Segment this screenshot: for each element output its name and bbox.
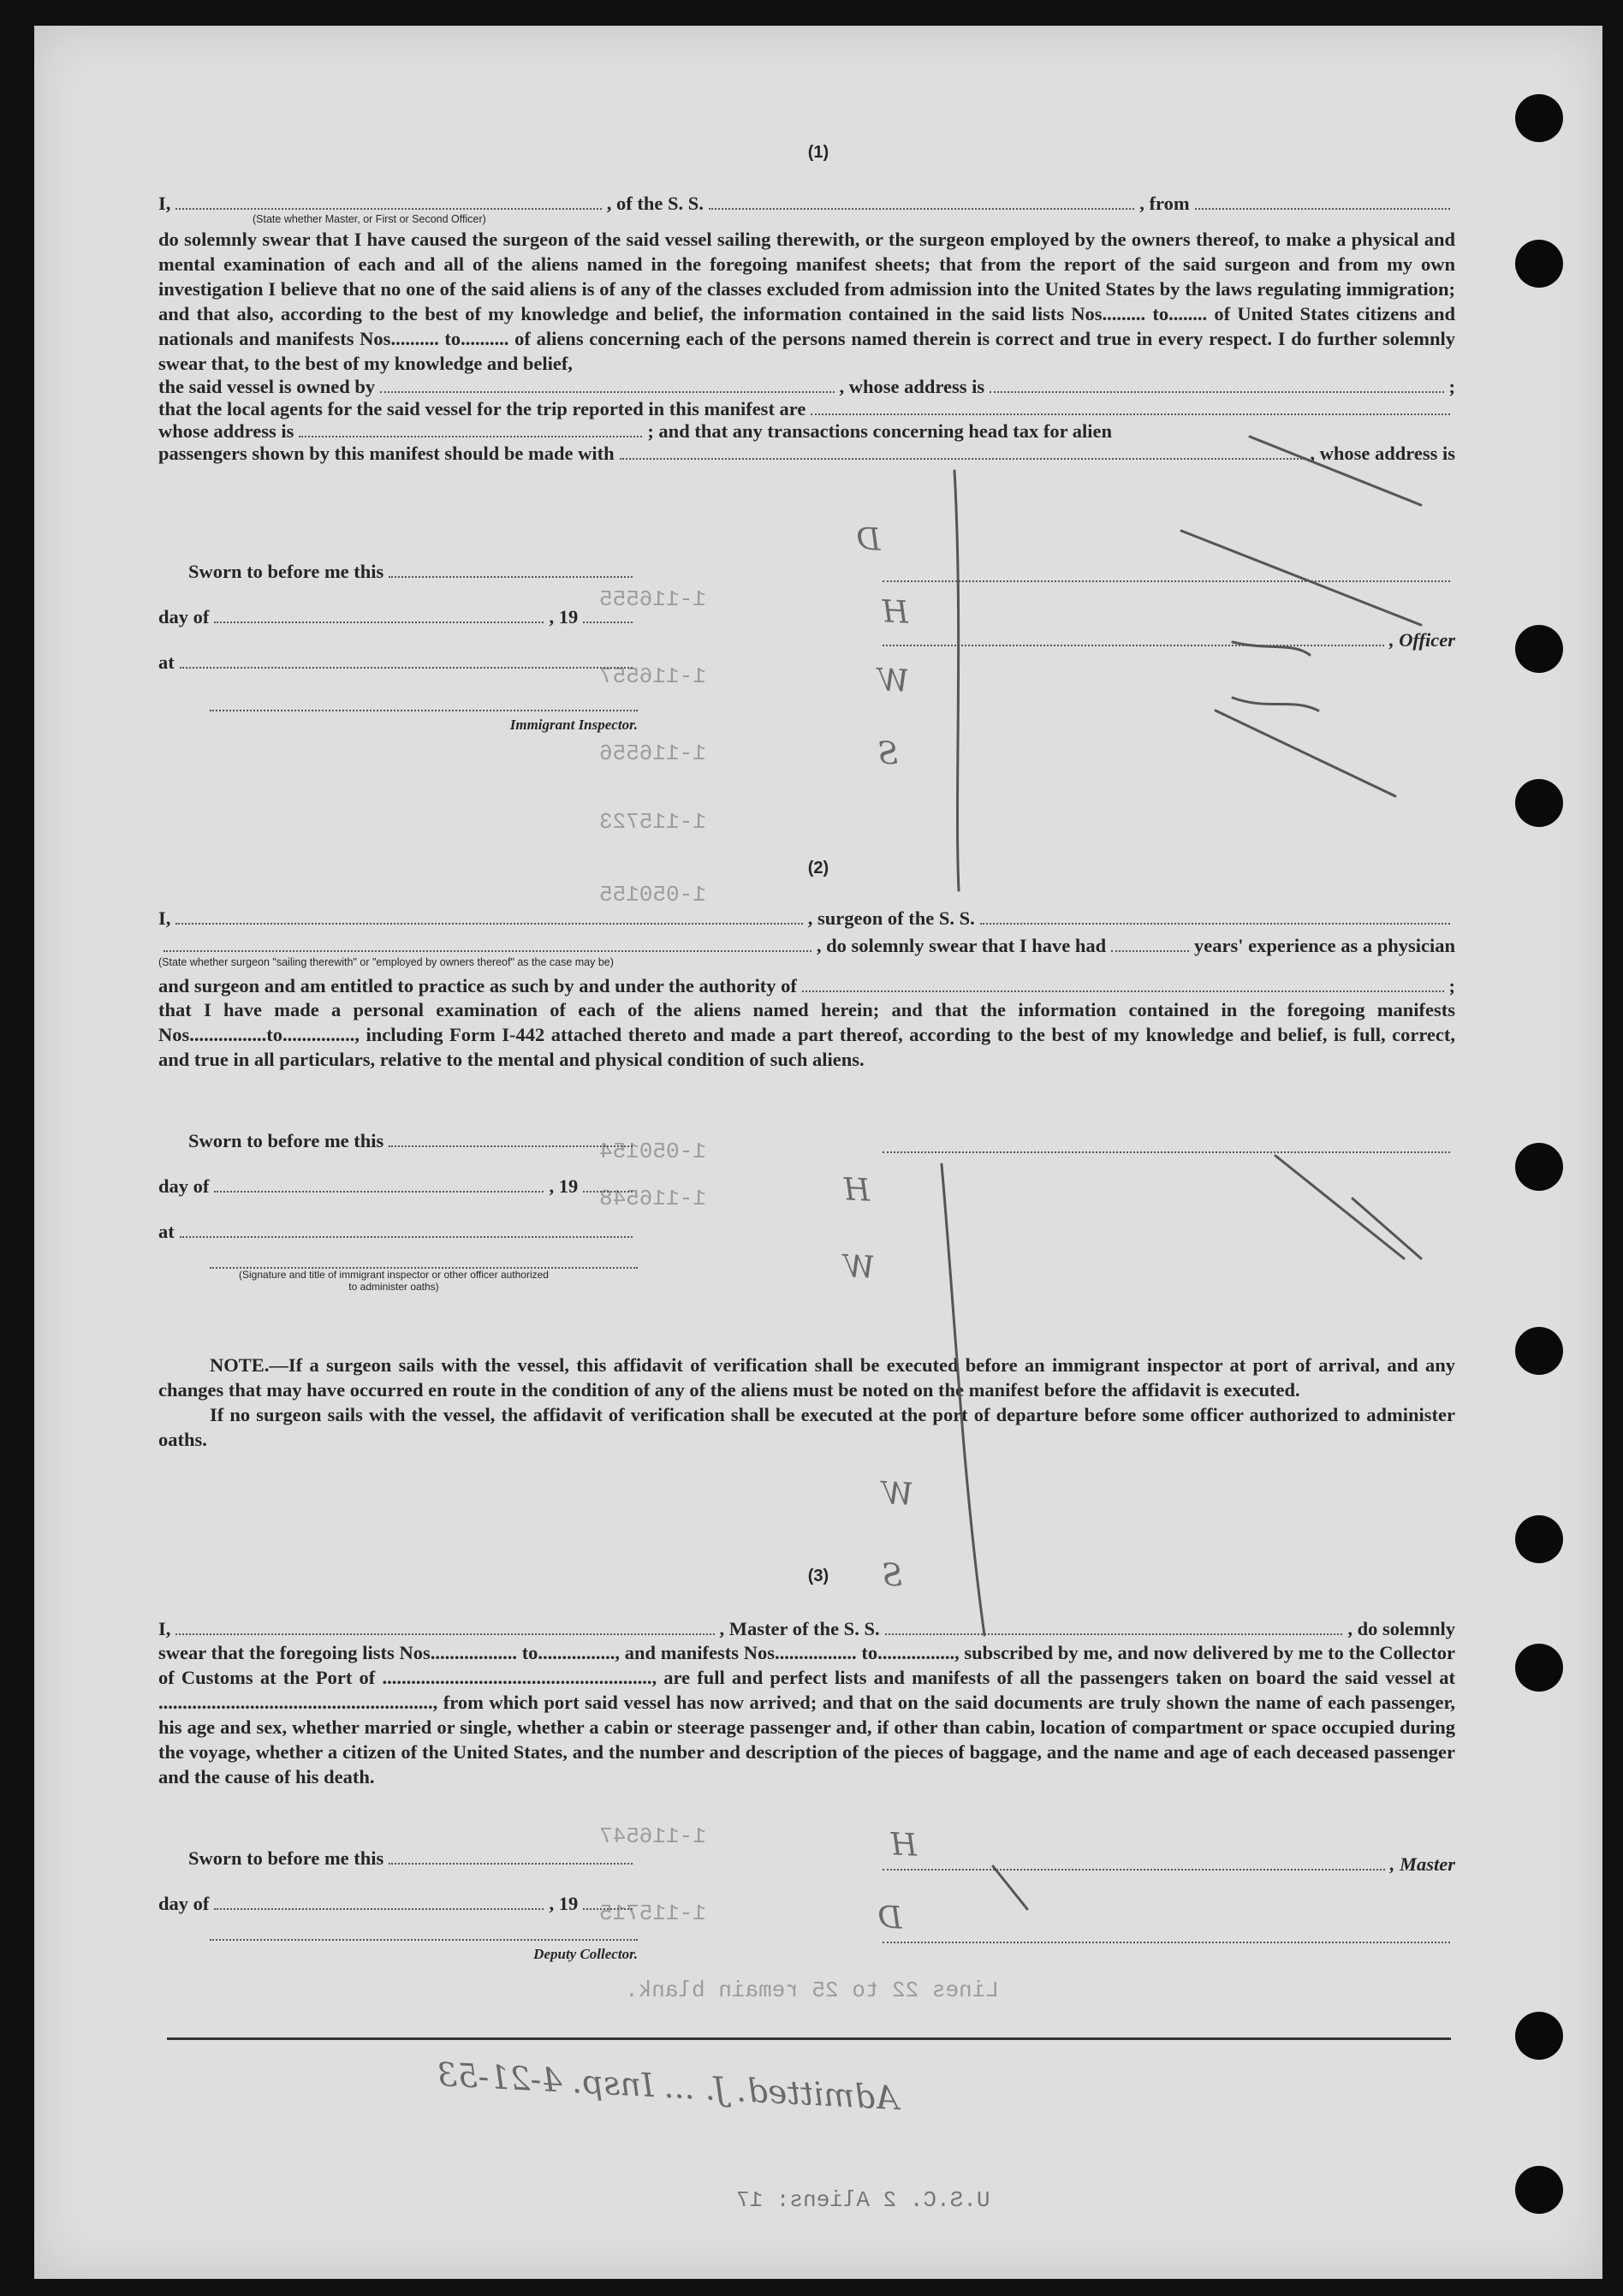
- oath-paragraph: do solemnly swear that I have caused the surgeon of the said vessel sailing therewith, or the surgeon employed by the owners thereof, to make a physical and mental examination of each and all of the aliens named in the foregoing manifest sheets; that from the report of the said surgeon and from my own investigation I believe that no one of the said aliens is of any of the classes excluded from admission into the United States by the laws regulating immigration; and that also, according to the best of my knowledge and belief, the information contained in the said lists Nos......... to........ of United States citizens and nationals and manifests Nos.......... to.......... of aliens concerning each of the persons named therein is correct and true in every respect. I do further solemnly swear that, to the best of my knowledge and belief,: [158, 229, 1455, 374]
- surgeon-paragraph: that I have made a personal examination of each of the aliens named herein; and that the information contained in the foregoing manifests Nos................to..............., including Form I-442 attached thereto and made a part thereof, according to the best of my knowledge and belief, is full, correct, and true in all particulars, relative to the mental and physical condition of such aliens.: [158, 999, 1455, 1070]
- handwritten-mark: H: [880, 594, 910, 631]
- officer-note: (State whether Master, or First or Second Officer): [253, 213, 486, 225]
- inspector-caption: Immigrant Inspector.: [509, 717, 638, 733]
- bleed-through-text: Lines 22 to 25 remain blank.: [625, 1978, 999, 2003]
- bleed-through-text: 1-050155: [599, 882, 706, 907]
- surgeon-note: (State whether surgeon "sailing therewith" or "employed by owners thereof" as the case may be): [158, 956, 614, 968]
- section-number: (2): [807, 859, 829, 877]
- master-signature: , Master: [877, 1853, 1455, 1876]
- handwritten-mark: S: [876, 735, 900, 772]
- section-number: (1): [807, 143, 829, 162]
- handwritten-mark: H: [841, 1172, 871, 1209]
- address-line: whose address is ; and that any transactions concerning head tax for alien: [158, 420, 1113, 442]
- handwritten-signature: Admitted. J. ... Insp. 4-21-53: [436, 2055, 901, 2118]
- note-paragraph: NOTE.—If a surgeon sails with the vessel, this affidavit of verification shall be executed before an immigrant inspector at port of arrival, and any changes that may have occurred en route in the condition of any of the aliens must be noted on the manifest before the affidavit is executed.: [158, 1354, 1455, 1401]
- bleed-through-text: 1-115723: [599, 809, 706, 835]
- handwritten-mark: W: [841, 1249, 877, 1286]
- bleed-through-text: 1-116557: [599, 663, 706, 689]
- agents-line: that the local agents for the said vessel for the trip reported in this manifest are: [158, 398, 1455, 420]
- officer-line: I, , of the S. S. , from: [158, 193, 1455, 215]
- master-line: I, , Master of the S. S. , do solemnly: [158, 1618, 1455, 1639]
- bleed-through-text: 1-116548: [599, 1186, 706, 1211]
- passengers-line: passengers shown by this manifest should be made with , whose address is: [158, 443, 1455, 464]
- jurat-3: Sworn to before me this day of , 19 Deputy Collector.: [158, 1847, 638, 1962]
- pen-strokes: [34, 26, 1602, 2279]
- officer-signature: , Officer: [877, 629, 1455, 651]
- handwritten-mark: H: [889, 1827, 919, 1864]
- handwritten-mark: D: [854, 521, 882, 558]
- jurat-1: Sworn to before me this day of , 19 at Immigrant Inspector.: [158, 561, 638, 733]
- bleed-through-text: 1-115715: [599, 1900, 706, 1926]
- surgeon-line: I, , surgeon of the S. S.: [158, 907, 1455, 930]
- authority-line: and surgeon and am entitled to practice as such by and under the authority of ;: [158, 975, 1455, 996]
- bleed-through-text: 1-116556: [599, 741, 706, 766]
- note-label: NOTE.: [210, 1354, 270, 1376]
- handwritten-mark: S: [880, 1557, 904, 1594]
- experience-line: , do solemnly swear that I have had years' experience as a physician: [158, 935, 1455, 957]
- master-paragraph: swear that the foregoing lists Nos.................. to................, and manifests Nos................. to................, subscribed by me, and now delivered by me to the Collector of Customs at the Port of ........................................................, are full and perfect lists and manifests of all the passengers taken on board the said vessel at ........................................................., from which port said vessel has now arrived; and that on the said documents are truly shown the name of each passenger, his age and sex, whether married or single, whether a cabin or steerage passenger and, if other than cabin, location of compartment or space occupied during the voyage, whether a citizen of the United States, and the number and description of the pieces of baggage, and the name and age of each deceased passenger and the cause of his death.: [158, 1642, 1455, 1787]
- jurat-2: Sworn to before me this day of , 19 at (Signature and title of immigrant inspector or other officer authorized to administer oaths): [158, 1130, 638, 1293]
- bleed-through-text: 1-050154: [599, 1139, 706, 1164]
- owner-line: the said vessel is owned by , whose address is ;: [158, 376, 1456, 397]
- bleed-through-text: 1-116555: [599, 586, 706, 612]
- handwritten-mark: W: [880, 1476, 915, 1513]
- handwritten-mark: W: [876, 663, 911, 699]
- collector-caption: Deputy Collector.: [533, 1946, 638, 1962]
- note-paragraph: If no surgeon sails with the vessel, the affidavit of verification shall be executed at the port of departure before some officer authorized to administer oaths.: [158, 1404, 1455, 1450]
- handwritten-mark: D: [876, 1900, 903, 1936]
- bleed-through-text: U.S.C. 2 Aliens: 17: [736, 2187, 990, 2213]
- bleed-through-text: 1-116547: [599, 1823, 706, 1849]
- section-number: (3): [807, 1567, 829, 1585]
- document-page: [34, 26, 1602, 2279]
- signature-note: (Signature and title of immigrant inspector or other officer authorized to administer oaths): [239, 1269, 549, 1293]
